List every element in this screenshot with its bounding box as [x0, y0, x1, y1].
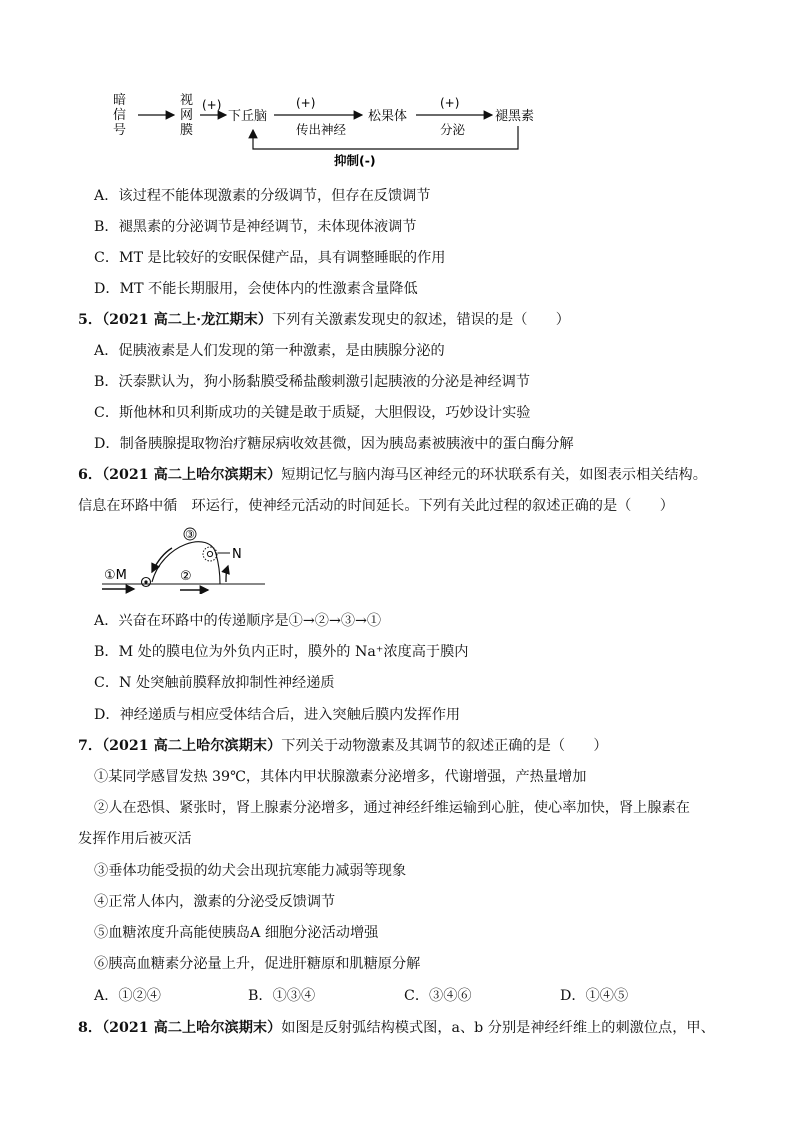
q7-item-1: ①某同学感冒发热 39℃，其体内甲状腺激素分泌增多，代谢增强，产热量增加	[94, 769, 587, 785]
q6-option-b: B．M 处的膜电位为外负内正时，膜外的 Na⁺浓度高于膜内	[94, 644, 469, 660]
melatonin-regulation-diagram	[108, 86, 548, 172]
m-label: ①M	[104, 568, 127, 583]
secrete-label: 分泌	[440, 122, 466, 137]
marker-2: ②	[180, 569, 192, 584]
q6-number: 6．	[78, 467, 103, 483]
q5-option-a: A．促胰液素是人们发现的第一种激素，是由胰腺分泌的	[94, 343, 445, 359]
loop-direction-arrow	[152, 548, 172, 572]
q7-item-5: ⑤血糖浓度升高能使胰岛A 细胞分泌活动增强	[94, 925, 379, 941]
hypothalamus-label: 下丘脑	[228, 109, 268, 124]
q7-choice-c: C．③④⑥	[404, 988, 472, 1004]
plus-label-3: (+)	[440, 96, 460, 110]
q4-option-a: A．该过程不能体现激素的分级调节，但存在反馈调节	[94, 188, 431, 204]
q7-choice-d: D．①④⑤	[560, 988, 629, 1004]
q6-option-a: A．兴奋在环路中的传递顺序是①→②→③→①	[94, 613, 382, 629]
q7-item-4: ④正常人体内，激素的分泌受反馈调节	[94, 894, 336, 910]
q8-stem-text: 如图是反射弧结构模式图，a、b 分别是神经纤维上的刺激位点，甲、	[281, 1020, 715, 1036]
q4-option-b: B．褪黑素的分泌调节是神经调节，未体现体液调节	[94, 219, 417, 235]
q5-stem	[78, 310, 570, 330]
rising-arrow	[226, 566, 228, 582]
q8-stem	[78, 1018, 715, 1038]
q5-option-b: B．沃泰默认为，狗小肠黏膜受稀盐酸刺激引起胰液的分泌是神经调节	[94, 374, 531, 390]
synapse-n	[203, 547, 217, 561]
plus-label-2: (+)	[296, 96, 316, 110]
feedback-inhibition-line	[253, 126, 518, 149]
plus-label-1: (+)	[202, 98, 222, 112]
marker-3: ③	[185, 528, 195, 541]
q5-number: 5．	[78, 312, 103, 328]
synapse-n-inner	[207, 551, 212, 556]
dark-signal-char-2: 信	[113, 108, 127, 123]
melatonin-label: 褪黑素	[495, 109, 535, 124]
q5-option-c: C．斯他林和贝利斯成功的关键是敢于质疑，大胆假设，巧妙设计实验	[94, 405, 531, 421]
retina-char-2: 网	[180, 108, 194, 123]
q7-choice-a: A．①②④	[94, 988, 161, 1004]
q6-source: （2021 高二上哈尔滨期末）	[102, 467, 282, 483]
retina-char-3: 膜	[180, 123, 194, 138]
dark-signal-char-1: 暗	[113, 93, 127, 108]
dark-signal-char-3: 号	[113, 123, 127, 138]
q5-stem-text: 下列有关激素发现史的叙述，错误的是（ ）	[272, 312, 570, 328]
q5-option-d: D．制备胰腺提取物治疗糖尿病收效甚微，因为胰岛素被胰液中的蛋白酶分解	[94, 436, 574, 452]
q7-item-2: ②人在恐惧、紧张时，肾上腺素分泌增多，通过神经纤维运输到心脏，使心率加快，肾上腺素在	[94, 800, 690, 816]
q8-source: （2021 高二上哈尔滨期末）	[102, 1020, 282, 1036]
q4-option-d: D．MT 不能长期服用，会使体内的性激素含量降低	[94, 281, 418, 297]
q5-source: （2021 高二上·龙江期末）	[102, 312, 273, 328]
n-label: N	[232, 547, 242, 562]
pineal-label: 松果体	[368, 109, 408, 124]
q6-option-c: C．N 处突触前膜释放抑制性神经递质	[94, 675, 335, 691]
q6-stem-continued: 信息在环路中循 环运行，使神经元活动的时间延长。下列有关此过程的叙述正确的是（ ）	[78, 498, 674, 514]
q7-number: 7．	[78, 738, 103, 754]
q7-stem	[78, 736, 608, 756]
retina-char-1: 视	[180, 93, 194, 108]
q8-number: 8．	[78, 1020, 103, 1036]
neuron-loop-diagram	[100, 524, 270, 594]
q7-item-2-continued: 发挥作用后被灭活	[78, 831, 192, 847]
inhibition-label: 抑制(-)	[334, 153, 376, 168]
efferent-nerve-label: 传出神经	[296, 122, 347, 137]
q7-source: （2021 高二上哈尔滨期末）	[102, 738, 282, 754]
q7-item-3: ③垂体功能受损的幼犬会出现抗寒能力减弱等现象	[94, 863, 407, 879]
q7-choice-b: B．①③④	[248, 988, 316, 1004]
q6-option-d: D．神经递质与相应受体结合后，进入突触后膜内发挥作用	[94, 707, 461, 723]
synapse-m-inner	[144, 580, 147, 583]
q6-stem	[78, 465, 707, 485]
q4-option-c: C．MT 是比较好的安眠保健产品，具有调整睡眠的作用	[94, 250, 446, 266]
q6-stem-text: 短期记忆与脑内海马区神经元的环状联系有关，如图表示相关结构。	[281, 467, 707, 483]
q7-stem-text: 下列关于动物激素及其调节的叙述正确的是（ ）	[281, 738, 608, 754]
q7-item-6: ⑥胰高血糖素分泌量上升，促进肝糖原和肌糖原分解	[94, 956, 421, 972]
